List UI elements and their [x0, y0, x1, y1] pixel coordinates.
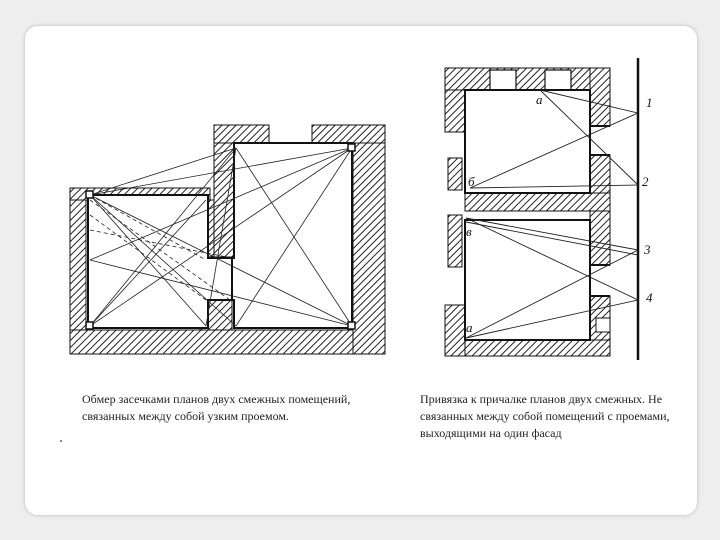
label-4: 4: [646, 290, 653, 305]
caption-left: Обмер засечками планов двух смежных помещений, связанных между собой узким проемом.: [82, 392, 351, 423]
label-2: 2: [642, 174, 649, 189]
left-plan: [70, 125, 385, 354]
label-3: 3: [644, 242, 651, 257]
label-a-top: a: [536, 92, 543, 107]
label-v: в: [466, 224, 472, 239]
right-plan-jambs: [448, 158, 462, 267]
stray-dot: [60, 440, 62, 442]
label-a-bottom: а: [466, 320, 473, 335]
label-1: 1: [646, 95, 653, 110]
right-plan: [445, 58, 653, 360]
label-b: б: [468, 174, 475, 189]
right-plan-top-room: [465, 90, 590, 193]
caption-right: Привязка к причалке планов двух смежных. Не связанных между собой помещений с проемами, выходящими на один фасад: [420, 392, 670, 440]
